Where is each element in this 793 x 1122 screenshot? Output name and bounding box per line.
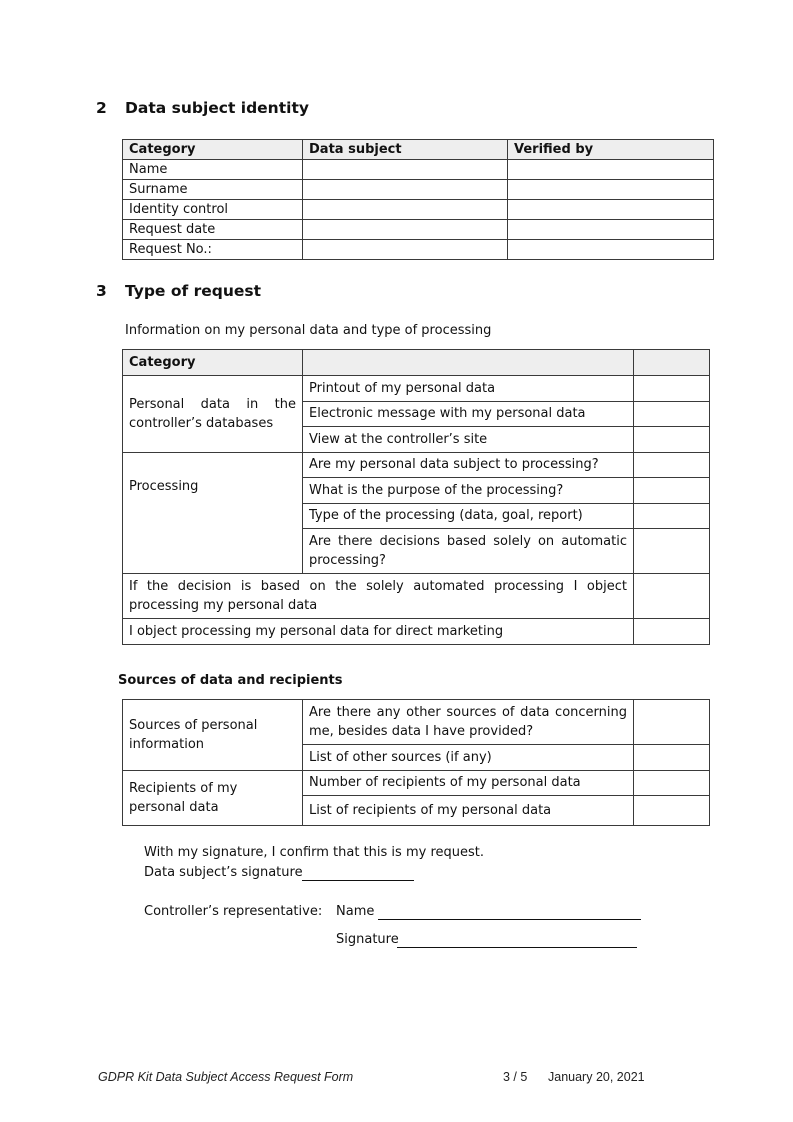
group-label-processing: Processing bbox=[123, 452, 303, 574]
data-subject-cell[interactable] bbox=[303, 180, 508, 200]
option-subject-to-processing: Are my personal data subject to processing? bbox=[303, 452, 634, 478]
option-printout: Printout of my personal data bbox=[303, 376, 634, 402]
group-label-recipients: Recipients of my personal data bbox=[123, 770, 303, 826]
verified-by-cell[interactable] bbox=[508, 240, 714, 260]
option-other-sources: Are there any other sources of data concerning me, besides data I have provided? bbox=[303, 700, 634, 745]
header-blank bbox=[303, 350, 634, 376]
checkbox-cell[interactable] bbox=[634, 745, 710, 771]
subject-signature-line[interactable] bbox=[302, 880, 414, 881]
footer-doc-name: GDPR Kit Data Subject Access Request Form bbox=[98, 1070, 354, 1084]
checkbox-cell[interactable] bbox=[634, 619, 710, 645]
checkbox-cell[interactable] bbox=[634, 376, 710, 402]
rep-name-label: Name bbox=[336, 904, 375, 919]
rep-signature-line[interactable] bbox=[397, 947, 637, 948]
checkbox-cell[interactable] bbox=[634, 574, 710, 619]
rep-signature-label: Signature bbox=[336, 932, 399, 947]
confirm-text: With my signature, I confirm that this is my request. bbox=[144, 845, 484, 860]
footer-page-number: 3 / 5 bbox=[503, 1070, 528, 1084]
checkbox-cell[interactable] bbox=[634, 770, 710, 796]
row-label-request-date: Request date bbox=[123, 220, 303, 240]
option-purpose: What is the purpose of the processing? bbox=[303, 478, 634, 504]
table-row bbox=[123, 180, 714, 200]
identity-table bbox=[122, 139, 714, 260]
header-category: Category bbox=[123, 350, 303, 376]
section-title: Type of request bbox=[125, 282, 262, 300]
row-label-name: Name bbox=[123, 160, 303, 180]
option-view-at-site: View at the controller’s site bbox=[303, 427, 634, 453]
data-subject-cell[interactable] bbox=[303, 240, 508, 260]
header-verified-by: Verified by bbox=[508, 140, 714, 160]
option-number-of-recipients: Number of recipients of my personal data bbox=[303, 770, 634, 796]
checkbox-cell[interactable] bbox=[634, 796, 710, 826]
verified-by-cell[interactable] bbox=[508, 200, 714, 220]
verified-by-cell[interactable] bbox=[508, 160, 714, 180]
data-subject-cell[interactable] bbox=[303, 160, 508, 180]
verified-by-cell[interactable] bbox=[508, 180, 714, 200]
request-type-table bbox=[122, 349, 710, 645]
footer-date: January 20, 2021 bbox=[548, 1070, 645, 1084]
option-electronic-message: Electronic message with my personal data bbox=[303, 401, 634, 427]
checkbox-cell[interactable] bbox=[634, 401, 710, 427]
checkbox-cell[interactable] bbox=[634, 452, 710, 478]
row-label-identity-control: Identity control bbox=[123, 200, 303, 220]
checkbox-cell[interactable] bbox=[634, 700, 710, 745]
option-automatic-decisions: Are there decisions based solely on automatic processing? bbox=[303, 529, 634, 574]
sources-heading: Sources of data and recipients bbox=[118, 673, 343, 688]
header-check bbox=[634, 350, 710, 376]
option-type-of-processing: Type of the processing (data, goal, report) bbox=[303, 503, 634, 529]
checkbox-cell[interactable] bbox=[634, 427, 710, 453]
row-label-request-no: Request No.: bbox=[123, 240, 303, 260]
row-label-surname: Surname bbox=[123, 180, 303, 200]
section-number: 2 bbox=[96, 99, 107, 117]
verified-by-cell[interactable] bbox=[508, 220, 714, 240]
checkbox-cell[interactable] bbox=[634, 529, 710, 574]
table-row bbox=[123, 160, 714, 180]
rep-name-line[interactable] bbox=[378, 919, 641, 920]
header-data-subject: Data subject bbox=[303, 140, 508, 160]
option-list-of-recipients: List of recipients of my personal data bbox=[303, 796, 634, 826]
option-list-of-sources: List of other sources (if any) bbox=[303, 745, 634, 771]
controller-rep-label: Controller’s representative: bbox=[144, 904, 323, 919]
option-object-automated: If the decision is based on the solely automated processing I object processing my personal data bbox=[123, 574, 634, 619]
table-row bbox=[123, 240, 714, 260]
group-label-personal-data: Personal data in the controller’s databases bbox=[123, 376, 303, 453]
sources-table bbox=[122, 699, 710, 826]
section-title: Data subject identity bbox=[125, 99, 309, 117]
section-number: 3 bbox=[96, 282, 107, 300]
subject-signature-label: Data subject’s signature bbox=[144, 865, 303, 880]
checkbox-cell[interactable] bbox=[634, 503, 710, 529]
option-object-marketing: I object processing my personal data for direct marketing bbox=[123, 619, 634, 645]
table-row bbox=[123, 220, 714, 240]
data-subject-cell[interactable] bbox=[303, 220, 508, 240]
data-subject-cell[interactable] bbox=[303, 200, 508, 220]
header-category: Category bbox=[123, 140, 303, 160]
table-row bbox=[123, 200, 714, 220]
section-intro: Information on my personal data and type of processing bbox=[125, 323, 492, 338]
group-label-sources: Sources of personal information bbox=[123, 700, 303, 771]
checkbox-cell[interactable] bbox=[634, 478, 710, 504]
